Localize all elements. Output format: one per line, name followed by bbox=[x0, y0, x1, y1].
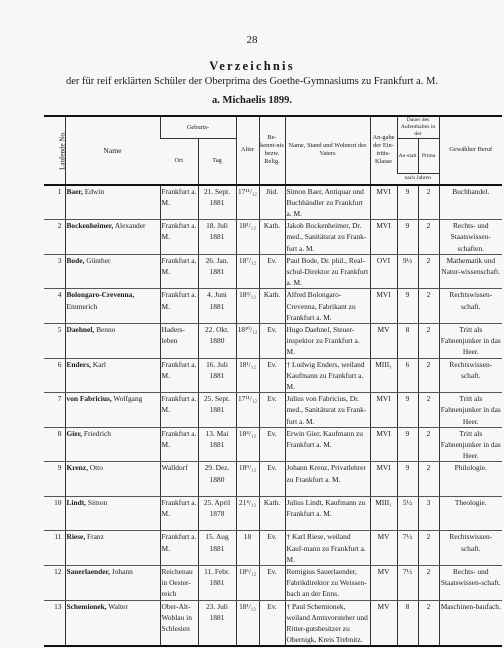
table-row bbox=[44, 289, 502, 324]
student-name: Daehnel, Benno bbox=[65, 323, 160, 358]
entry-class: MIII₁ bbox=[370, 358, 397, 393]
birth-place: Frankfurt a. M. bbox=[160, 220, 198, 255]
header-alter: Alter bbox=[236, 116, 259, 185]
student-name: Krenz, Otto bbox=[65, 462, 160, 497]
chosen-profession: Rechtswissen-schaft. bbox=[439, 531, 502, 566]
chosen-profession: Rechts- und Staatswissen-schaften. bbox=[439, 220, 502, 255]
religion: Ev. bbox=[259, 323, 285, 358]
years-prima: 2 bbox=[418, 289, 439, 324]
birth-date: 15. Aug 1881 bbox=[198, 531, 236, 566]
birth-date: 25. April 1878 bbox=[198, 496, 236, 531]
age: 18⁶/₁₂ bbox=[236, 565, 259, 600]
years-school: 8 bbox=[397, 600, 418, 646]
row-number: 6 bbox=[44, 358, 65, 393]
row-number: 11 bbox=[44, 531, 65, 566]
religion: Kath. bbox=[259, 289, 285, 324]
religion: Ev. bbox=[259, 565, 285, 600]
birth-date: 16. Juli 1881 bbox=[198, 358, 236, 393]
age: 17¹¹/₁₂ bbox=[236, 393, 259, 428]
header-dauer: Dauer des Aufenthaltes in der bbox=[397, 116, 439, 139]
years-prima: 2 bbox=[418, 565, 439, 600]
table-row bbox=[44, 427, 502, 462]
age: 17¹¹/₁₂ bbox=[236, 185, 259, 220]
chosen-profession: Rechtswissen-schaft. bbox=[439, 289, 502, 324]
years-school: 7½ bbox=[397, 565, 418, 600]
entry-class: MIII₁ bbox=[370, 496, 397, 531]
table-row bbox=[44, 358, 502, 393]
religion: Jüd. bbox=[259, 185, 285, 220]
years-school: 9 bbox=[397, 289, 418, 324]
chosen-profession: Tritt als Fahnenjunker in das Heer. bbox=[440, 324, 501, 357]
student-name: von Fabricius, Wolfgang bbox=[65, 393, 160, 428]
years-school: 7½ bbox=[397, 531, 418, 566]
father-info: Julius von Fabricius, Dr. med., Sanitätsrat zu Frank-furt a. M. bbox=[285, 393, 370, 428]
entry-class: OVI bbox=[370, 254, 397, 289]
student-name: Baer, Edwin bbox=[65, 185, 160, 220]
header-bekenntnis: Be-kennt-nis bezw. Relig. bbox=[259, 116, 285, 185]
years-prima: 2 bbox=[418, 600, 439, 646]
birth-date: 29. Dez. 1880 bbox=[198, 462, 236, 497]
header-geburts: Geburts- bbox=[160, 116, 236, 139]
row-number: 12 bbox=[44, 565, 65, 600]
birth-date: 18. Juli 1881 bbox=[198, 220, 236, 255]
years-prima: 3 bbox=[418, 496, 439, 531]
age: 18¹/₁₂ bbox=[236, 600, 259, 646]
row-number: 4 bbox=[44, 289, 65, 324]
entry-class: MVI bbox=[370, 185, 397, 220]
years-school: 9 bbox=[397, 462, 418, 497]
row-number: 1 bbox=[44, 185, 65, 220]
page-number: 28 bbox=[246, 34, 258, 46]
entry-class: MV bbox=[370, 565, 397, 600]
row-number: 10 bbox=[44, 496, 65, 531]
student-name: Bockenheimer, Alexander bbox=[65, 220, 160, 255]
entry-class: MVI bbox=[370, 220, 397, 255]
birth-place: Frankfurt a. M. bbox=[160, 289, 198, 324]
chosen-profession: Theologie. bbox=[439, 496, 502, 531]
father-info: Erwin Gier, Kaufmann zu Frankfurt a. M. bbox=[285, 427, 370, 462]
birth-place: Ober-Alt-Woblau in Schlesien bbox=[160, 600, 198, 646]
years-school: 6 bbox=[397, 358, 418, 393]
years-prima: 2 bbox=[418, 185, 439, 220]
table-row bbox=[44, 220, 502, 255]
father-info: Remigius Sauerlaender, Fabrikdirektor zu Weissen-bach an der Enns. bbox=[285, 565, 370, 600]
birth-place: Haders-leben bbox=[160, 323, 198, 358]
entry-class: MVI bbox=[370, 393, 397, 428]
document-title: Verzeichnis bbox=[209, 59, 295, 73]
birth-date: 13. Mai 1881 bbox=[198, 427, 236, 462]
years-school: 9 bbox=[397, 393, 418, 428]
chosen-profession: Tritt als Fahnenjunker in das Heer. bbox=[440, 428, 501, 461]
header-nach-jahren: nach Jahren bbox=[397, 174, 439, 185]
entry-class: MVI bbox=[370, 289, 397, 324]
years-school: 9½ bbox=[397, 254, 418, 289]
age: 18 bbox=[236, 531, 259, 566]
table-header bbox=[44, 116, 502, 185]
religion: Ev. bbox=[259, 531, 285, 566]
table-row bbox=[44, 531, 502, 566]
age: 18⁹/₁₂ bbox=[236, 462, 259, 497]
student-name: Enders, Karl bbox=[65, 358, 160, 393]
birth-date: 26. Jan. 1881 bbox=[198, 254, 236, 289]
years-prima: 2 bbox=[418, 323, 439, 358]
father-info: Alfred Bolongaro-Crevenna, Fabrikant zu Frankfurt a. M. bbox=[285, 289, 370, 324]
table-row bbox=[44, 600, 502, 646]
chosen-profession: Tritt als Fahnenjunker in das Heer. bbox=[440, 394, 501, 426]
father-info: Simon Baer, Antiquar und Buchhändler zu Frankfurt a. M. bbox=[285, 185, 370, 220]
chosen-profession: Buchhandel. bbox=[439, 185, 502, 220]
chosen-profession: Maschinen-baufach. bbox=[439, 600, 502, 646]
student-name: Lindt, Simon bbox=[65, 496, 160, 531]
row-number: 13 bbox=[44, 600, 65, 646]
header-tag: Tag bbox=[198, 139, 236, 185]
entry-class: MV bbox=[370, 323, 397, 358]
birth-date: 4. Juni 1881 bbox=[198, 289, 236, 324]
header-nr: Laufende No. bbox=[44, 116, 65, 185]
row-number: 7 bbox=[44, 393, 65, 428]
age: 18¹/₁₂ bbox=[236, 358, 259, 393]
father-info: Hugo Daehnel, Steuer-inspektor zu Frankfurt a. M. bbox=[285, 323, 370, 358]
birth-date: 22. Okt. 1880 bbox=[198, 323, 236, 358]
header-beruf: Gewählter Beruf bbox=[439, 116, 502, 185]
birth-place: Frankfurt a. M. bbox=[160, 531, 198, 566]
student-name: Bode, Günther bbox=[65, 254, 160, 289]
chosen-profession: Mathematik und Natur-wissenschaft. bbox=[439, 254, 502, 289]
years-prima: 2 bbox=[418, 358, 439, 393]
table-row bbox=[44, 393, 502, 428]
years-prima: 2 bbox=[418, 462, 439, 497]
birth-place: Frankfurt a. M. bbox=[160, 358, 198, 393]
religion: Ev. bbox=[259, 393, 285, 428]
birth-date: 11. Febr. 1881 bbox=[198, 565, 236, 600]
age: 18⁴/₁₂ bbox=[236, 427, 259, 462]
years-prima: 2 bbox=[418, 427, 439, 462]
father-info: † Paul Schemionek, weiland Amtsvorsteher und Ritter-gutsbesitzer zu Obernigk, Kreis Trebnitz. bbox=[285, 600, 370, 646]
years-prima: 2 bbox=[418, 220, 439, 255]
entry-class: MV bbox=[370, 531, 397, 566]
header-ort: Ort bbox=[160, 139, 198, 185]
date-line: a. Michaelis 1899. bbox=[212, 95, 292, 106]
years-school: 5½ bbox=[397, 496, 418, 531]
header-stand: Name, Stand und Wohnort des Vaters bbox=[285, 116, 370, 185]
student-name: Sauerlaender, Johann bbox=[65, 565, 160, 600]
graduates-table bbox=[44, 115, 502, 647]
father-info: Paul Bode, Dr. phil., Real-schul-Direktor zu Frankfurt a. M. bbox=[286, 255, 369, 288]
religion: Ev. bbox=[259, 254, 285, 289]
religion: Ev. bbox=[259, 462, 285, 497]
student-name: Bolongaro-Crevenna, Emmerich bbox=[65, 289, 160, 324]
document-subtitle: der für reif erklärten Schüler der Oberprima des Goethe-Gymnasiums zu Frankfurt a. M. bbox=[65, 76, 439, 87]
chosen-profession: Rechts- und Staatswissen-schaft. bbox=[439, 565, 502, 600]
header-angabe: An-gabe der Ein-tritts-Klasse bbox=[370, 116, 397, 185]
years-prima: 2 bbox=[418, 393, 439, 428]
chosen-profession: Philologie. bbox=[439, 462, 502, 497]
student-name: Riese, Franz bbox=[65, 531, 160, 566]
birth-place: Frankfurt a. M. bbox=[160, 254, 198, 289]
entry-class: MVI bbox=[370, 427, 397, 462]
birth-place: Frankfurt a. M. bbox=[160, 185, 198, 220]
years-school: 8 bbox=[397, 323, 418, 358]
father-info: Julius Lindt, Kaufmann zu Frankfurt a. M. bbox=[285, 496, 370, 531]
religion: Kath. bbox=[259, 496, 285, 531]
father-info: † Ludwig Enders, weiland Kaufmann zu Frankfurt a. M. bbox=[285, 358, 370, 393]
years-school: 9 bbox=[397, 427, 418, 462]
row-number: 3 bbox=[44, 254, 65, 289]
birth-date: 21. Sept. 1881 bbox=[198, 185, 236, 220]
table-row bbox=[44, 496, 502, 531]
birth-place: Reichenau in Oester-reich bbox=[160, 565, 198, 600]
student-name: Gier, Friedrich bbox=[65, 427, 160, 462]
row-number: 5 bbox=[44, 323, 65, 358]
age: 21⁴/₁₂ bbox=[236, 496, 259, 531]
father-info: Jakob Bockenheimer, Dr. med., Sanitätsrat zu Frank-furt a. M. bbox=[285, 220, 370, 255]
age: 18¹⁰/₁₂ bbox=[236, 323, 259, 358]
birth-place: Frankfurt a. M. bbox=[160, 496, 198, 531]
student-name: Schemionek, Walter bbox=[65, 600, 160, 646]
birth-place: Frankfurt a. M. bbox=[160, 393, 198, 428]
birth-date: 23. Juli 1881 bbox=[198, 600, 236, 646]
father-info: Johann Krenz, Privatlehrer zu Frankfurt a. M. bbox=[285, 462, 370, 497]
age: 18⁷/₁₂ bbox=[236, 254, 259, 289]
table-row bbox=[44, 254, 502, 289]
age: 18¹/₁₂ bbox=[236, 220, 259, 255]
father-info: † Karl Riese, weiland Kauf-mann zu Frankfurt a. M. bbox=[285, 531, 370, 566]
row-number: 9 bbox=[44, 462, 65, 497]
birth-date: 25. Sept. 1881 bbox=[198, 393, 236, 428]
chosen-profession: Rechtswissen-schaft. bbox=[439, 358, 502, 393]
row-number: 2 bbox=[44, 220, 65, 255]
table-row bbox=[44, 185, 502, 220]
age: 18³/₁₂ bbox=[236, 289, 259, 324]
years-prima: 2 bbox=[418, 254, 439, 289]
years-prima: 2 bbox=[418, 531, 439, 566]
header-anstalt: An-stalt bbox=[397, 139, 418, 174]
table-row bbox=[44, 323, 502, 358]
table-body bbox=[44, 185, 502, 647]
years-school: 9 bbox=[397, 220, 418, 255]
header-prima: Prima bbox=[418, 139, 439, 174]
table-row bbox=[44, 565, 502, 600]
religion: Ev. bbox=[259, 427, 285, 462]
row-number: 8 bbox=[44, 427, 65, 462]
entry-class: MV bbox=[370, 600, 397, 646]
birth-place: Walldorf bbox=[160, 462, 198, 497]
header-name: Name bbox=[65, 116, 160, 185]
years-school: 9 bbox=[397, 185, 418, 220]
entry-class: MVI bbox=[370, 462, 397, 497]
religion: Ev. bbox=[259, 358, 285, 393]
table-row bbox=[44, 462, 502, 497]
religion: Ev. bbox=[259, 600, 285, 646]
birth-place: Frankfurt a. M. bbox=[160, 427, 198, 462]
religion: Kath. bbox=[259, 220, 285, 255]
